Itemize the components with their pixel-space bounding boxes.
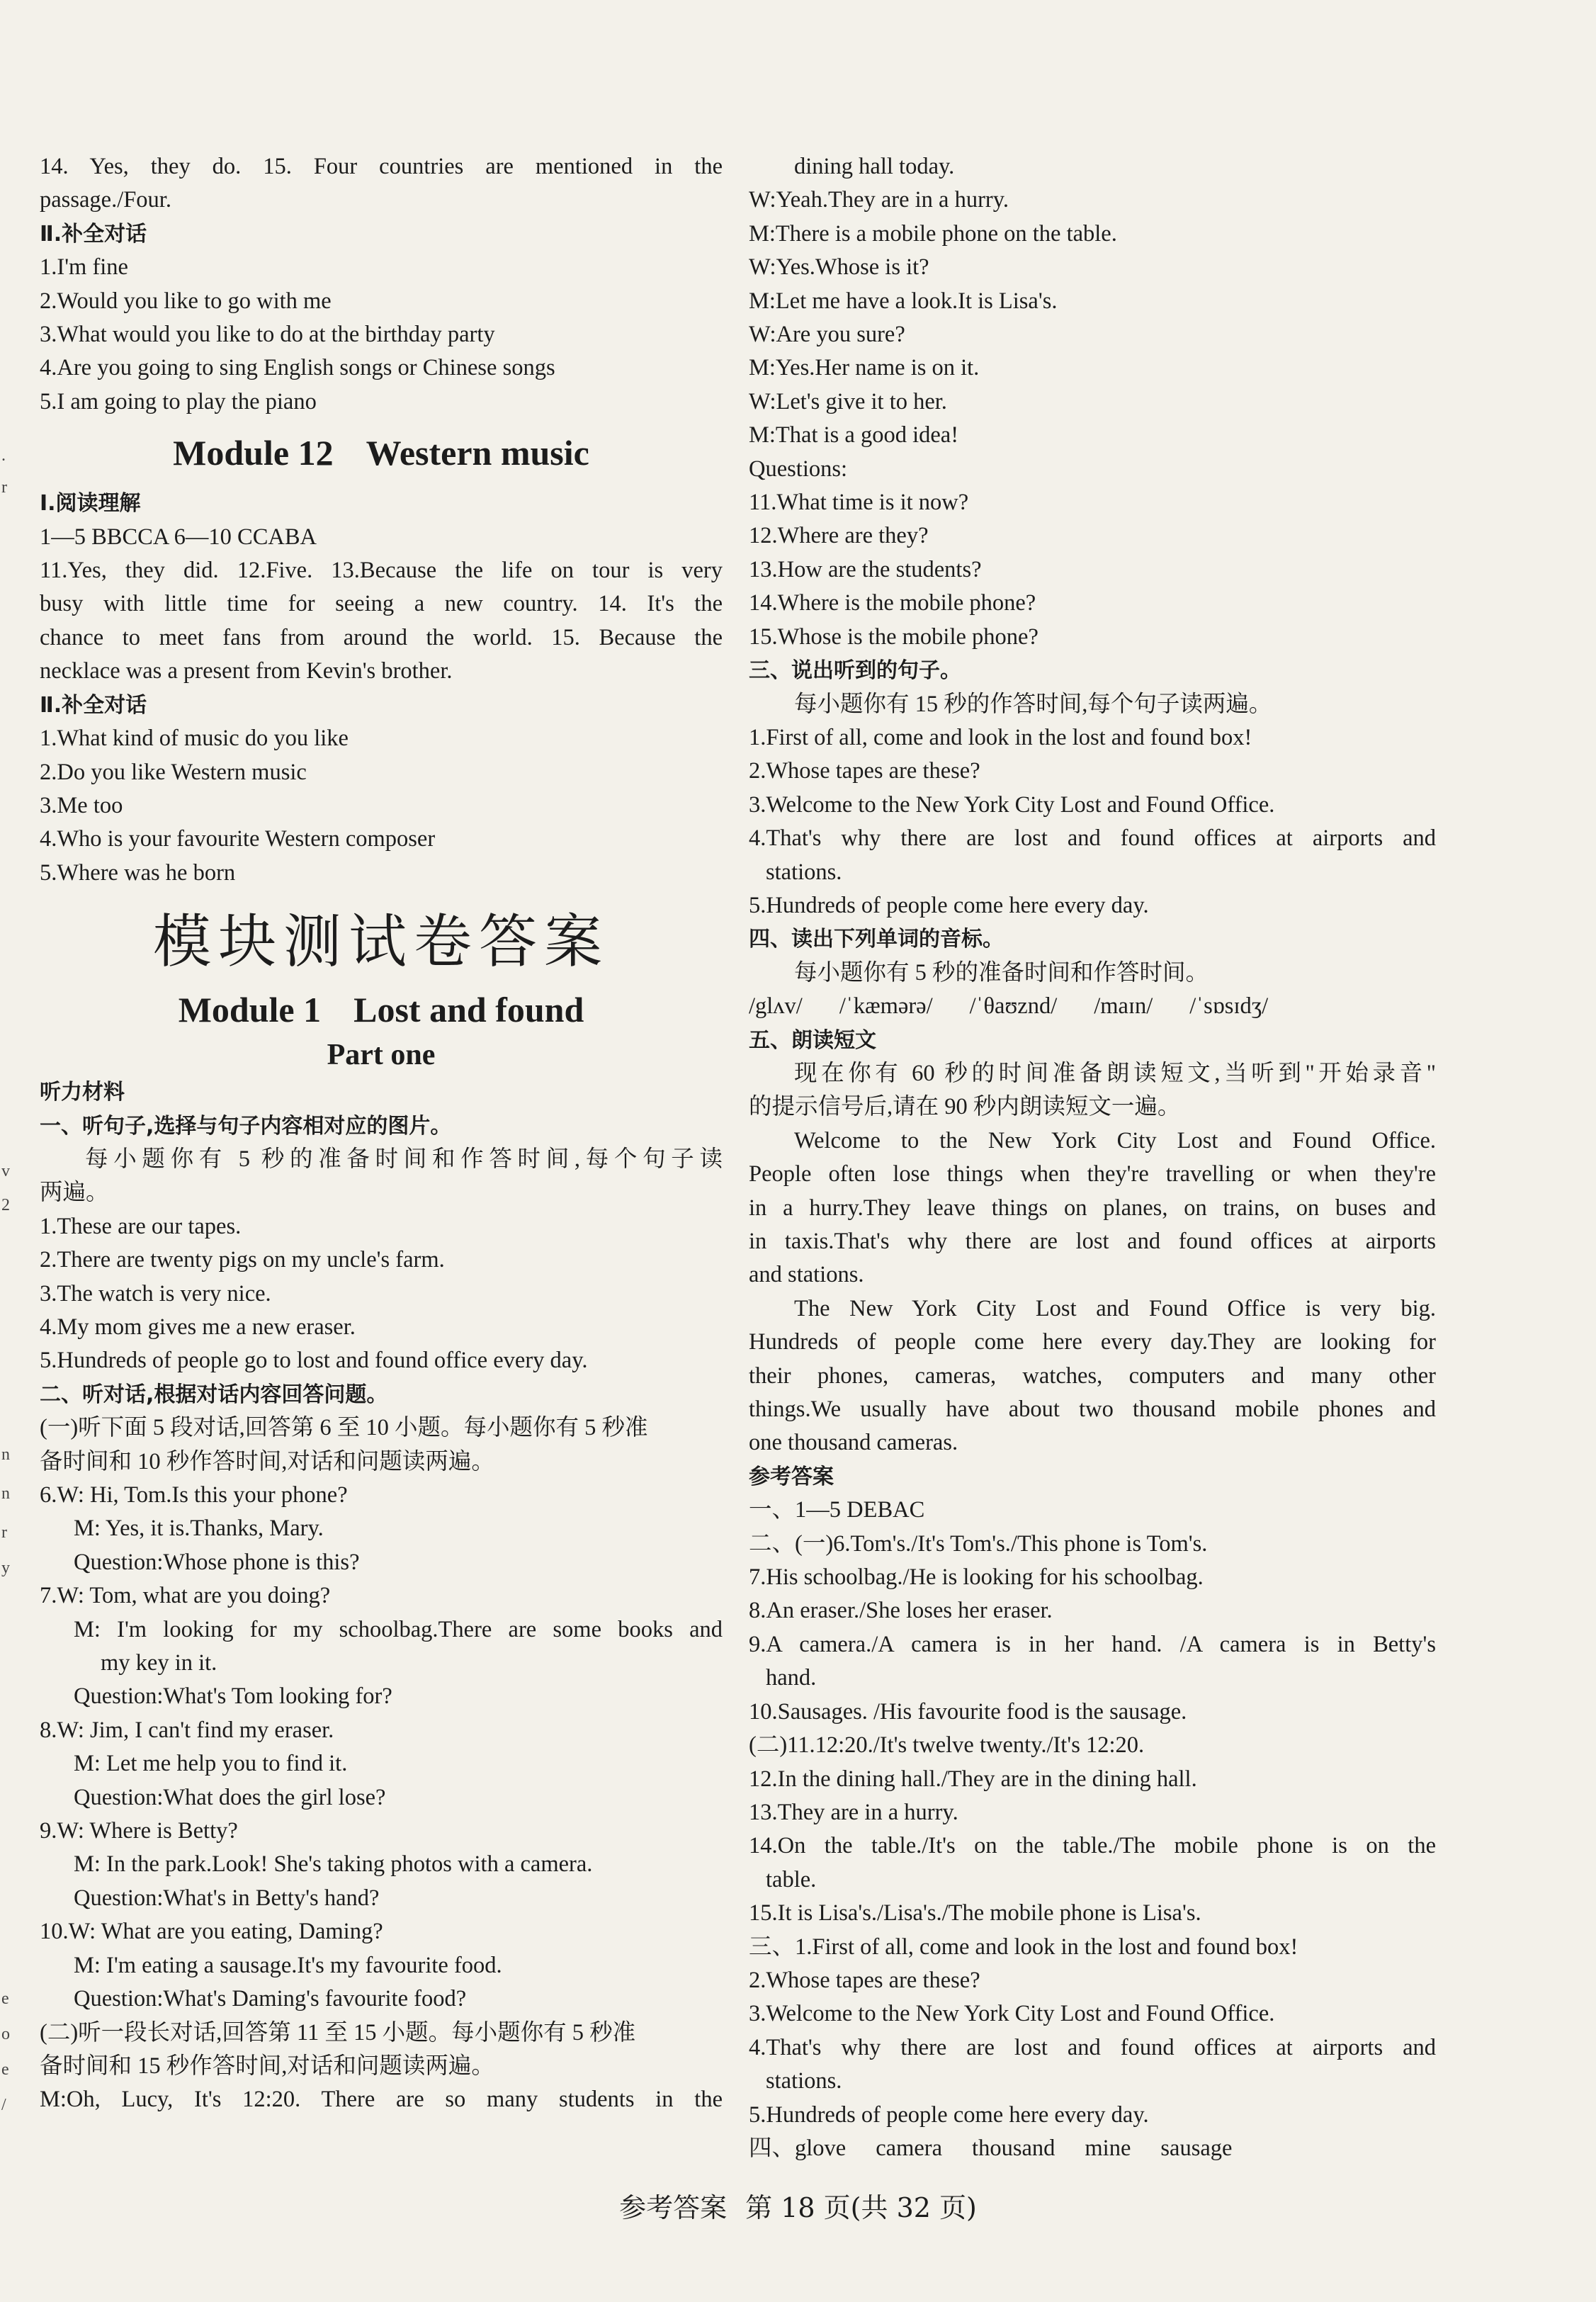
answer-line: 1.I'm fine bbox=[40, 254, 128, 281]
answer-word: thousand bbox=[972, 2135, 1055, 2161]
script-line: 2.There are twenty pigs on my uncle's farm. bbox=[40, 1247, 445, 1273]
answer-line: 3.Welcome to the New York City Lost and Found Office. bbox=[749, 2001, 1275, 2027]
answer-word: mine bbox=[1085, 2135, 1131, 2161]
dialogue-line: Question:Whose phone is this? bbox=[74, 1549, 360, 1575]
passage-line: one thousand cameras. bbox=[749, 1430, 958, 1456]
script-line: stations. bbox=[766, 859, 842, 885]
answer-line: necklace was a present from Kevin's brother. bbox=[40, 658, 453, 684]
dialogue-line: 8.W: Jim, I can't find my eraser. bbox=[40, 1717, 334, 1743]
passage-line: The New York City Lost and Found Office is very big. bbox=[794, 1295, 1436, 1321]
answer-line: 13.They are in a hurry. bbox=[749, 1799, 958, 1825]
dialogue-line: 9.W: Where is Betty? bbox=[40, 1818, 238, 1844]
question-line: 11.What time is it now? bbox=[749, 490, 969, 516]
left-column bbox=[40, 150, 723, 2117]
section-heading: Ⅱ.补全对话 bbox=[40, 692, 147, 718]
margin-mark: n bbox=[1, 1445, 10, 1464]
module-name: Western music bbox=[366, 433, 589, 473]
passage-line: their phones, cameras, watches, computers and many other bbox=[749, 1362, 1436, 1389]
passage-line: things.We usually have about two thousand mobile phones and bbox=[749, 1397, 1436, 1423]
answer-line: 9.A camera./A camera is in her hand. /A camera is in Betty's bbox=[749, 1631, 1436, 1657]
answer-line: 2.Whose tapes are these? bbox=[749, 1967, 980, 1993]
passage-line: in a hurry.They leave things on planes, on trains, on buses and bbox=[749, 1195, 1436, 1221]
margin-mark: y bbox=[1, 1559, 10, 1577]
answer-line: table. bbox=[766, 1866, 817, 1892]
part-title: Part one bbox=[327, 1039, 436, 1072]
margin-mark: 2 bbox=[1, 1196, 10, 1214]
answer-line: 3.What would you like to do at the birthday party bbox=[40, 322, 495, 348]
dialogue-line: Question:What's in Betty's hand? bbox=[74, 1885, 380, 1911]
dialogue-line: M: I'm looking for my schoolbag.There are some books and bbox=[74, 1616, 723, 1642]
phonetic: /maɪn/ bbox=[1094, 993, 1153, 1020]
instruction-line: 每小题你有 15 秒的作答时间,每个句子读两遍。 bbox=[794, 691, 1272, 717]
phonetic: /ˈθaʊznd/ bbox=[969, 993, 1058, 1020]
answer-line: stations. bbox=[766, 2068, 842, 2094]
question-line: 12.Where are they? bbox=[749, 523, 929, 549]
passage-line: Hundreds of people come here every day.They are looking for bbox=[749, 1329, 1436, 1355]
passage-line: People often lose things when they're travelling or when they're bbox=[749, 1161, 1436, 1187]
module-name: Lost and found bbox=[353, 990, 584, 1030]
answer-line bbox=[749, 2132, 1436, 2165]
answer-line: 11.Yes, they did. 12.Five. 13.Because the life on tour is very bbox=[40, 558, 723, 584]
dialogue-line: 7.W: Tom, what are you doing? bbox=[40, 1583, 331, 1609]
dialogue-line: Question:What does the girl lose? bbox=[74, 1784, 386, 1810]
margin-mark: v bbox=[1, 1162, 10, 1180]
margin-mark: e bbox=[1, 2060, 9, 2079]
instruction-line: 的提示信号后,请在 90 秒内朗读短文一遍。 bbox=[749, 1094, 1181, 1120]
dialogue-line: M:Yes.Her name is on it. bbox=[749, 355, 980, 381]
margin-mark: / bbox=[1, 2096, 6, 2114]
answer-line: 1—5 BBCCA 6—10 CCABA bbox=[40, 524, 317, 550]
instruction-line: 每小题你有 5 秒的准备时间和作答时间。 bbox=[794, 959, 1209, 986]
instruction-line: 备时间和 10 秒作答时间,对话和问题读两遍。 bbox=[40, 1448, 494, 1474]
big-title: 模块测试卷答案 bbox=[152, 908, 609, 976]
margin-mark: r bbox=[1, 1523, 7, 1542]
dialogue-line: Question:What's Daming's favourite food? bbox=[74, 1986, 467, 2012]
answer-word: camera bbox=[876, 2135, 943, 2161]
instruction-line: 现在你有 60 秒的时间准备朗读短文,当听到"开始录音" bbox=[794, 1060, 1436, 1086]
dialogue-line: W:Yes.Whose is it? bbox=[749, 254, 929, 281]
dialogue-line: M:Oh, Lucy, It's 12:20. There are so many students in the bbox=[40, 2087, 723, 2113]
section-heading: 听力材料 bbox=[40, 1080, 125, 1105]
phonetic: /ˈkæmərə/ bbox=[839, 993, 933, 1020]
answer-word: sausage bbox=[1160, 2135, 1233, 2161]
dialogue-line: my key in it. bbox=[101, 1650, 217, 1676]
dialogue-line: dining hall today. bbox=[794, 154, 955, 179]
passage-line: Welcome to the New York City Lost and Found Office. bbox=[794, 1127, 1436, 1153]
instruction-line: 备时间和 15 秒作答时间,对话和问题读两遍。 bbox=[40, 2053, 494, 2079]
dialogue-line: M:That is a good idea! bbox=[749, 422, 959, 448]
answer-line: 7.His schoolbag./He is looking for his schoolbag. bbox=[749, 1564, 1204, 1591]
section-heading: 五、朗读短文 bbox=[749, 1027, 876, 1053]
dialogue-line: M: I'm eating a sausage.It's my favourite food. bbox=[74, 1952, 502, 1978]
section-heading: 三、说出听到的句子。 bbox=[749, 658, 961, 684]
answer-line: 4.That's why there are lost and found offices at airports and bbox=[749, 2034, 1436, 2060]
script-line: 5.Hundreds of people go to lost and found office every day. bbox=[40, 1348, 588, 1374]
answer-line: 2.Do you like Western music bbox=[40, 759, 307, 785]
script-line: 5.Hundreds of people come here every day. bbox=[749, 892, 1149, 918]
section-heading: 四、读出下列单词的音标。 bbox=[749, 927, 1004, 952]
dialogue-line: Question:What's Tom looking for? bbox=[74, 1683, 392, 1710]
instruction-line: 两遍。 bbox=[40, 1180, 109, 1206]
module-title bbox=[40, 419, 723, 487]
passage-line: in taxis.That's why there are lost and found offices at airports bbox=[749, 1229, 1436, 1254]
script-line: 4.That's why there are lost and found offices at airports and bbox=[749, 825, 1436, 852]
question-line: 14.Where is the mobile phone? bbox=[749, 590, 1036, 616]
instruction-line: (二)听一段长对话,回答第 11 至 15 小题。每小题你有 5 秒准 bbox=[40, 2019, 636, 2046]
answer-line: 三、1.First of all, come and look in the lost and found box! bbox=[749, 1934, 1298, 1960]
dialogue-line: M: Yes, it is.Thanks, Mary. bbox=[74, 1516, 324, 1542]
phonetic: /glʌv/ bbox=[749, 993, 803, 1020]
answer-line: hand. bbox=[766, 1665, 817, 1691]
dialogue-line: M: Let me help you to find it. bbox=[74, 1751, 348, 1777]
module-number: Module 1 bbox=[178, 990, 322, 1030]
module-number: Module 12 bbox=[173, 433, 334, 473]
answer-label: 四、 bbox=[749, 2135, 796, 2161]
dialogue-line: M: In the park.Look! She's taking photos with a camera. bbox=[74, 1851, 593, 1878]
answer-line: (二)11.12:20./It's twelve twenty./It's 12:20. bbox=[749, 1732, 1145, 1759]
answer-line: 10.Sausages. /His favourite food is the sausage. bbox=[749, 1698, 1187, 1725]
margin-mark: n bbox=[1, 1484, 10, 1503]
answer-line: 4.Who is your favourite Western composer bbox=[40, 826, 436, 852]
script-line: 1.These are our tapes. bbox=[40, 1213, 242, 1239]
script-line: 3.Welcome to the New York City Lost and Found Office. bbox=[749, 791, 1275, 818]
questions-label: Questions: bbox=[749, 456, 848, 482]
footer-label: 参考答案 bbox=[619, 2192, 728, 2223]
margin-mark: o bbox=[1, 2025, 10, 2043]
right-column bbox=[749, 150, 1436, 2165]
answer-line: 5.I am going to play the piano bbox=[40, 388, 317, 414]
dialogue-line: 6.W: Hi, Tom.Is this your phone? bbox=[40, 1482, 348, 1508]
page-footer bbox=[0, 2190, 1596, 2225]
section-heading: 参考答案 bbox=[749, 1464, 834, 1489]
section-heading: Ⅱ.补全对话 bbox=[40, 221, 147, 247]
answer-line: 15.It is Lisa's./Lisa's./The mobile phone is Lisa's. bbox=[749, 1900, 1201, 1926]
module-title bbox=[40, 985, 723, 1034]
phonetics-line bbox=[749, 990, 1436, 1023]
instruction-line: 每小题你有 5 秒的准备时间和作答时间,每个句子读 bbox=[85, 1146, 723, 1172]
text-line: 14. Yes, they do. 15. Four countries are mentioned in the bbox=[40, 154, 723, 179]
dialogue-line: W:Are you sure? bbox=[749, 322, 905, 348]
answer-line: 5.Hundreds of people come here every day. bbox=[749, 2101, 1149, 2128]
script-line: 1.First of all, come and look in the lost and found box! bbox=[749, 724, 1252, 750]
answer-line: 4.Are you going to sing English songs or Chinese songs bbox=[40, 355, 555, 381]
margin-mark: e bbox=[1, 1990, 9, 2008]
script-line: 2.Whose tapes are these? bbox=[749, 758, 980, 784]
dialogue-line: W:Let's give it to her. bbox=[749, 388, 947, 414]
margin-mark: . bbox=[1, 446, 6, 465]
script-line: 4.My mom gives me a new eraser. bbox=[40, 1314, 356, 1340]
answer-line: busy with little time for seeing a new country. 14. It's the bbox=[40, 591, 723, 617]
answer-line: 3.Me too bbox=[40, 792, 123, 818]
script-line: 3.The watch is very nice. bbox=[40, 1280, 271, 1307]
dialogue-line: W:Yeah.They are in a hurry. bbox=[749, 187, 1009, 213]
passage-line: and stations. bbox=[749, 1262, 864, 1288]
answer-line: chance to meet fans from around the world. 15. Because the bbox=[40, 624, 723, 650]
answer-line: 一、1—5 DEBAC bbox=[749, 1497, 925, 1523]
question-line: 15.Whose is the mobile phone? bbox=[749, 624, 1038, 650]
section-heading: 二、听对话,根据对话内容回答问题。 bbox=[40, 1382, 388, 1407]
question-line: 13.How are the students? bbox=[749, 556, 982, 582]
section-heading: Ⅰ.阅读理解 bbox=[40, 491, 141, 517]
answer-line: 8.An eraser./She loses her eraser. bbox=[749, 1598, 1053, 1624]
text-line: passage./Four. bbox=[40, 187, 171, 213]
dialogue-line: M:Let me have a look.It is Lisa's. bbox=[749, 288, 1058, 314]
answer-line: 1.What kind of music do you like bbox=[40, 726, 349, 752]
answer-line: 5.Where was he born bbox=[40, 859, 236, 886]
phonetic: /ˈsɒsɪdʒ/ bbox=[1189, 993, 1269, 1020]
margin-mark: r bbox=[1, 478, 7, 497]
answer-line: 二、(一)6.Tom's./It's Tom's./This phone is Tom's. bbox=[749, 1530, 1208, 1557]
instruction-line: (一)听下面 5 段对话,回答第 6 至 10 小题。每小题你有 5 秒准 bbox=[40, 1415, 648, 1441]
section-heading: 一、听句子,选择与句子内容相对应的图片。 bbox=[40, 1113, 452, 1139]
answer-line: 2.Would you like to go with me bbox=[40, 288, 332, 314]
dialogue-line: M:There is a mobile phone on the table. bbox=[749, 220, 1117, 247]
page-number: 第 18 页(共 32 页) bbox=[745, 2192, 977, 2223]
answer-word: glove bbox=[795, 2135, 847, 2161]
dialogue-line: 10.W: What are you eating, Daming? bbox=[40, 1919, 383, 1945]
answer-line: 14.On the table./It's on the table./The mobile phone is on the bbox=[749, 1833, 1436, 1859]
answer-line: 12.In the dining hall./They are in the dining hall. bbox=[749, 1766, 1197, 1792]
